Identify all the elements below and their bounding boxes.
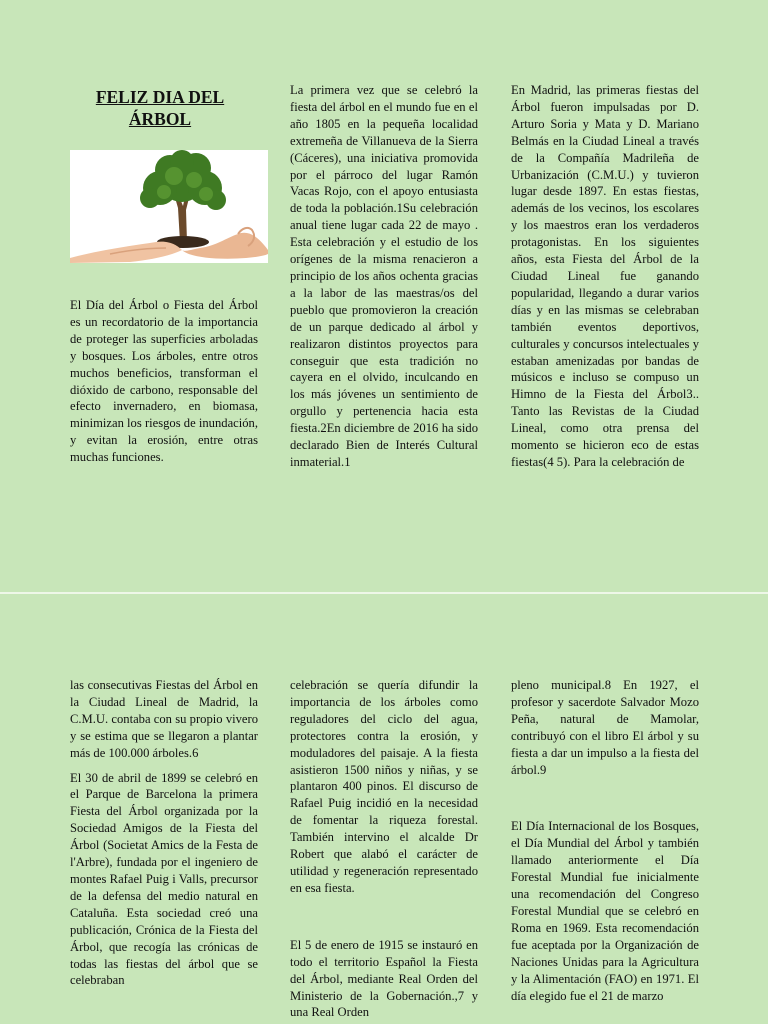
- column-3: [511, 677, 699, 1012]
- column-2: [290, 677, 478, 1024]
- paragraph: El 5 de enero de 1915 se instauró en todo el territorio Español la Fiesta del Árbol, mediante Real Orden del Ministerio de la Gobernación.,7 y una Real Orden: [290, 937, 478, 1020]
- document-page-2: [0, 594, 768, 1024]
- paragraph: La primera vez que se celebró la fiesta del árbol en el mundo fue en el año 1805 en la pequeña localidad extremeña de Villanueva de la Sierra (Cáceres), una iniciativa promovida por el párroco del lugar Ramón Vacas Rojo, con el apoyo entusiasta de toda la población.1Su celebración anual tiene lugar cada 22 de mayo . Esta celebración y el estudio de los orígenes de la misma renacieron a principio de los años ochenta gracias a la labor de las maestras/os del pueblo que promovieron la creación de un parque dedicado al árbol y realizaron distintos proyectos para conseguir que esta tradición no cayera en el olvido, inculcando en los más jóvenes un sentimiento de orgullo y pertenencia hacia esta fiesta.2En diciembre de 2016 ha sido declarado Bien de Interés Cultural inmaterial.1: [290, 83, 478, 469]
- document-title: FELIZ DIA DEL ÁRBOL: [95, 87, 225, 129]
- column-2: [290, 82, 478, 479]
- paragraph: las consecutivas Fiestas del Árbol en la Ciudad Lineal de Madrid, la C.M.U. contaba con su propio vivero y se estima que se llegaron a plantar más de 100.000 árboles.6: [70, 678, 258, 760]
- paragraph: El 30 de abril de 1899 se celebró en el Parque de Barcelona la primera Fiesta del Árbol organizada por la Sociedad Amigos de la Fiesta del Árbol (Societat Amics de la Festa de l'Arbre), fundada por el ingeniero de montes Rafael Puig i Valls, precursor de la defensa del medio natural en Cataluña. Esta sociedad creó una publicación, Crónica de la Fiesta del Árbol, que recogía las crónicas de todas las fiestas del árbol que se celebraban: [70, 770, 258, 988]
- paragraph: El Día Internacional de los Bosques, el Día Mundial del Árbol y también llamado anteriormente el Día Forestal Mundial fue inicialmente una recomendación del Congreso Forestal Mundial que se celebró en Roma en 1969. Esta recomendación fue aceptada por la Organización de Naciones Unidas para la Agricultura y la Alimentación (FAO) en 1971. El día elegido fue el 21 de marzo: [511, 819, 699, 1003]
- column-1: [70, 677, 258, 997]
- column-3: [511, 82, 699, 479]
- paragraph: El Día del Árbol o Fiesta del Árbol es un recordatorio de la importancia de proteger las superficies arboladas y bosques. Los árboles, entre otros muchos beneficios, transforman el dióxido de carbono, responsable del efecto invernadero, en biomasa, minimizan los riesgos de inundación, y evitan la erosión, entre otras muchas funciones.: [70, 298, 258, 465]
- tree-in-hands-image: [70, 150, 268, 263]
- paragraph: En Madrid, las primeras fiestas del Árbol fueron impulsadas por D. Arturo Soria y Mata y D. Mariano Belmás en la Ciudad Lineal a través de la Compañía Madrileña de Urbanización (C.M.U.) y tuvieron lugar desde 1897. En estas fiestas, además de los vecinos, los escolares y los maestros eran los verdaderos protagonistas. En los siguientes años, esta Fiesta del Árbol de la Ciudad Lineal fue ganando popularidad, llegando a durar varios días y en las mismas se celebraban también eventos deportivos, culturales y concursos intelectuales y estaban amenizadas por bandas de músicos e incluso se compuso un Himno de la Fiesta del Árbol3.. Tanto las Revistas de la Ciudad Lineal, como otra prensa del momento se hicieron eco de estas fiestas(4 5). Para la celebración de: [511, 83, 699, 469]
- paragraph: celebración se quería difundir la importancia de los árboles como reguladores del ciclo del agua, protectores contra la erosión, y moduladores del paisaje. A la fiesta asistieron 1500 niños y niñas, y se plantaron 400 pinos. El discurso de Rafael Puig incidió en la necesidad de fomentar la riqueza forestal. También intervino el alcalde Dr Robert que alabó el carácter de utilidad y regeneración representado en esa fiesta.: [290, 678, 478, 895]
- paragraph: pleno municipal.8 En 1927, el profesor y sacerdote Salvador Mozo Peña, natural de Mamolar, contribuyó con el libro El árbol y su fiesta a dar un impulso a la fiesta del árbol.9: [511, 678, 699, 777]
- column-1: [70, 297, 258, 474]
